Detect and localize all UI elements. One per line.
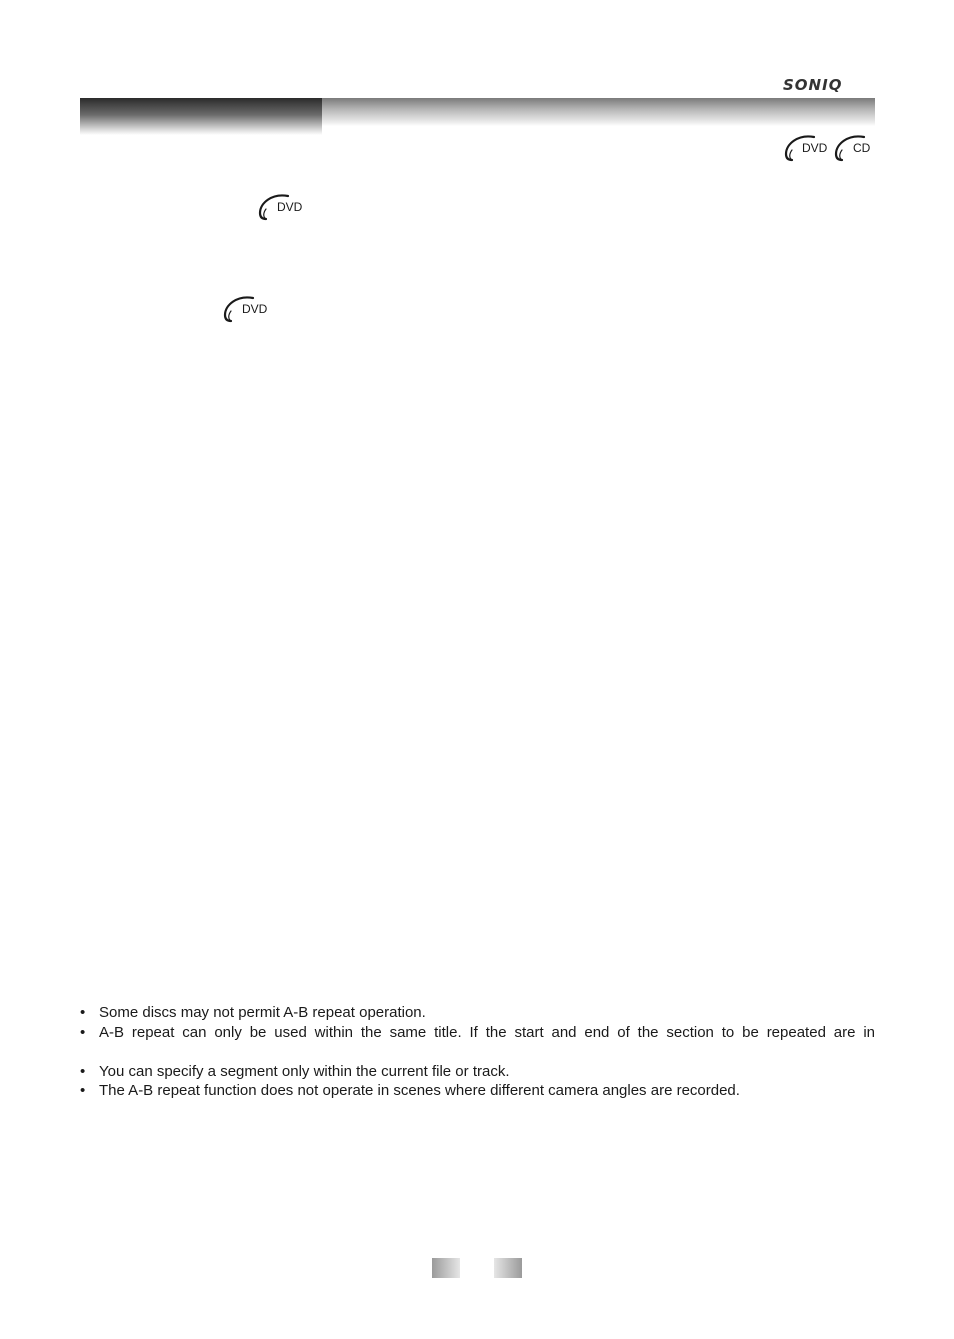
cd-disc-label: CD [853, 141, 871, 155]
cd-disc-icon [834, 134, 878, 162]
note-item [80, 1062, 875, 1082]
note-text: A-B repeat can only be used within the same title. If the start and end of the section to be repeated are in [99, 1023, 875, 1041]
header-bar-light-segment [322, 98, 875, 126]
note-text: The A-B repeat function does not operate in scenes where different camera angles are recorded. [99, 1082, 740, 1099]
dvd-disc-label: DVD [277, 200, 303, 214]
page-number-box [432, 1258, 522, 1278]
dvd-disc-icon [784, 134, 834, 162]
header-bar-dark-segment [80, 98, 322, 135]
note-item [80, 1003, 875, 1023]
note-text: Some discs may not permit A-B repeat operation. [99, 1004, 426, 1021]
dvd-disc-label: DVD [802, 141, 828, 155]
notes-list [80, 1003, 875, 1101]
note-text: You can specify a segment only within the current file or track. [99, 1062, 510, 1080]
dvd-disc-icon [223, 295, 273, 323]
page-number-left-tab [432, 1258, 460, 1278]
note-item [80, 1081, 875, 1101]
brand-logo: SONIQ [783, 76, 843, 94]
page-number-right-tab [494, 1258, 522, 1278]
section-header-bar [80, 98, 875, 135]
dvd-disc-label: DVD [242, 302, 268, 316]
note-item [80, 1023, 875, 1043]
dvd-disc-icon [258, 193, 308, 221]
